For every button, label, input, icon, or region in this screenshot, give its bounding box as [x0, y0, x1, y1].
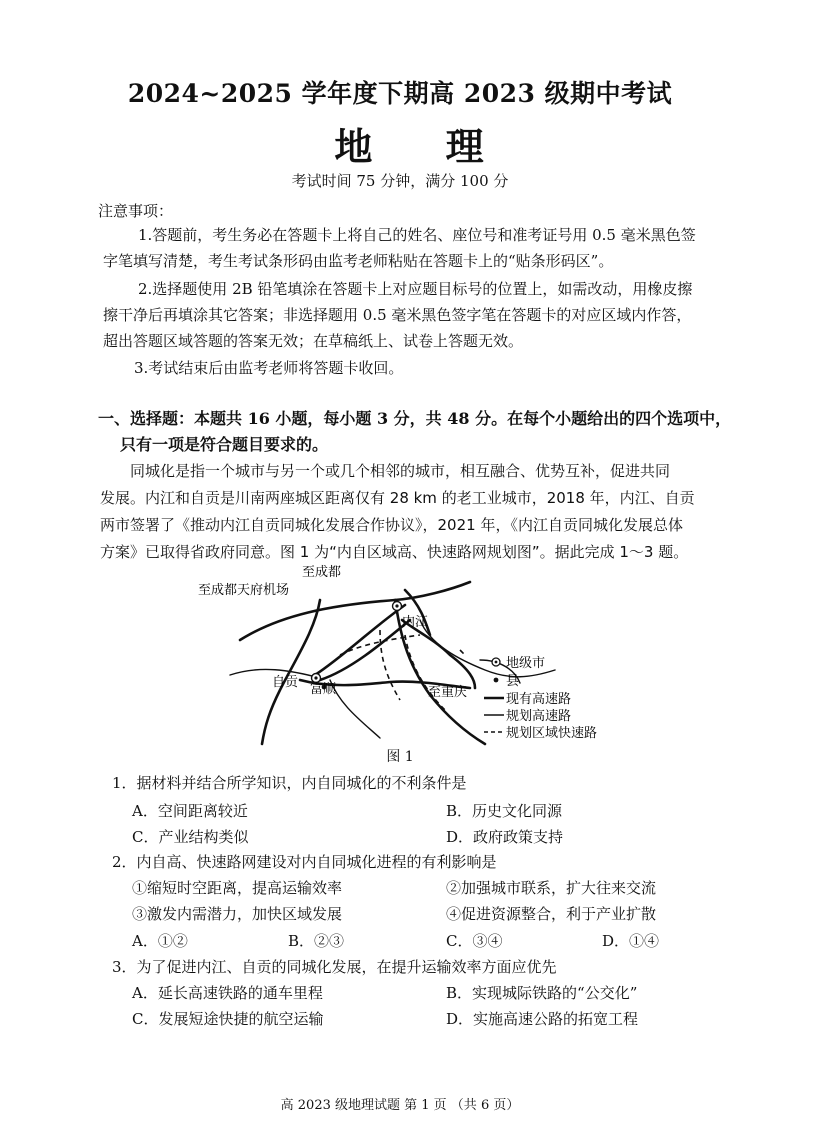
- label-to-airport: 至成都天府机场: [198, 583, 290, 598]
- section-heading-line-2: 只有一项是符合题目要求的。: [120, 435, 329, 454]
- notice-heading: 注意事项：: [98, 202, 174, 220]
- road-network-map: [198, 560, 620, 746]
- question-2-stem: 2．内自高、快速路网建设对内自同城化进程的有利影响是: [112, 853, 497, 871]
- q2-statement-2: ②加强城市联系，扩大往来交流: [446, 879, 657, 897]
- section-heading-line-1: 一、选择题：本题共 16 小题，每小题 3 分，共 48 分。在每个小题给出的四个选项中，: [98, 409, 732, 428]
- q2-statement-4: ④促进资源整合，利于产业扩散: [446, 905, 657, 923]
- q2-statement-1: ①缩短时空距离，提高运输效率: [132, 879, 343, 897]
- question-3-stem: 3．为了促进内江、自贡的同城化发展，在提升运输效率方面应优先: [112, 958, 557, 976]
- label-fushun: 富顺: [310, 682, 337, 697]
- q2-statement-3: ③激发内需潜力，加快区域发展: [132, 905, 343, 923]
- existing-highways: [240, 582, 485, 744]
- passage-line-3: 两市签署了《推动内江自贡同城化发展合作协议》，2021 年，《内江自贡同城化发展总体: [100, 516, 683, 534]
- legend-county: 县: [506, 674, 520, 689]
- legend-existing-highway: 现有高速路: [506, 692, 572, 707]
- figure-caption: 图 1: [386, 749, 414, 765]
- exam-info: 考试时间 75 分钟，满分 100 分: [291, 172, 509, 190]
- legend-prefecture-city: 地级市: [506, 656, 546, 671]
- notice-line-2: 字笔填写清楚，考生考试条形码由监考老师粘贴在答题卡上的“贴条形码区”。: [103, 252, 614, 270]
- exam-title: 2024~2025 学年度下期高 2023 级期中考试: [127, 79, 673, 108]
- subject-title: 地 理: [334, 124, 514, 169]
- label-to-chongqing: 至重庆: [428, 685, 468, 700]
- q1-option-d[interactable]: D．政府政策支持: [446, 828, 564, 846]
- passage-line-4: 方案》已取得省政府同意。图 1 为“内自区域高、快速路网规划图”。据此完成 1～3 题。: [100, 543, 689, 561]
- legend-planned-expressway: 规划区域快速路: [506, 726, 598, 741]
- q2-option-b[interactable]: B．②③: [288, 932, 345, 950]
- passage-line-1: 同城化是指一个城市与另一个或几个相邻的城市，相互融合、优势互补，促进共同: [130, 462, 671, 480]
- q2-option-d[interactable]: D．①④: [602, 932, 660, 950]
- q1-option-c[interactable]: C．产业结构类似: [132, 828, 249, 846]
- notice-line-3: 2.选择题使用 2B 铅笔填涂在答题卡上对应题目标号的位置上，如需改动，用橡皮擦: [138, 280, 693, 298]
- label-zigong: 自贡: [272, 675, 299, 690]
- question-1-stem: 1．据材料并结合所学知识，内自同城化的不利条件是: [112, 774, 467, 792]
- q3-option-d[interactable]: D．实施高速公路的拓宽工程: [446, 1010, 639, 1028]
- notice-line-1: 1.答题前，考生务必在答题卡上将自己的姓名、座位号和准考证号用 0.5 毫米黑色签: [138, 226, 696, 244]
- q3-option-a[interactable]: A．延长高速铁路的通车里程: [132, 984, 323, 1002]
- q3-option-c[interactable]: C．发展短途快捷的航空运输: [132, 1010, 324, 1028]
- label-neijiang: 内江: [402, 615, 429, 630]
- label-to-chengdu: 至成都: [302, 565, 342, 580]
- q1-option-b[interactable]: B．历史文化同源: [446, 802, 563, 820]
- notice-line-6: 3.考试结束后由监考老师将答题卡收回。: [134, 359, 404, 377]
- q3-option-b[interactable]: B．实现城际铁路的“公交化”: [446, 984, 638, 1002]
- map-legend: [484, 655, 597, 741]
- q2-option-a[interactable]: A．①②: [132, 932, 188, 950]
- passage-line-2: 发展。内江和自贡是川南两座城区距离仅有 28 km 的老工业城市，2018 年，内江、自贡: [100, 489, 695, 507]
- page-footer: 高 2023 级地理试题 第 1 页 （共 6 页）: [280, 1098, 520, 1113]
- legend-planned-highway: 规划高速路: [506, 709, 572, 724]
- notice-line-5: 超出答题区域答题的答案无效；在草稿纸上、试卷上答题无效。: [103, 332, 524, 350]
- q2-option-c[interactable]: C．③④: [446, 932, 503, 950]
- q1-option-a[interactable]: A．空间距离较近: [132, 802, 248, 820]
- notice-line-4: 擦干净后再填涂其它答案；非选择题用 0.5 毫米黑色签字笔在答题卡的对应区域内作答，: [103, 306, 692, 324]
